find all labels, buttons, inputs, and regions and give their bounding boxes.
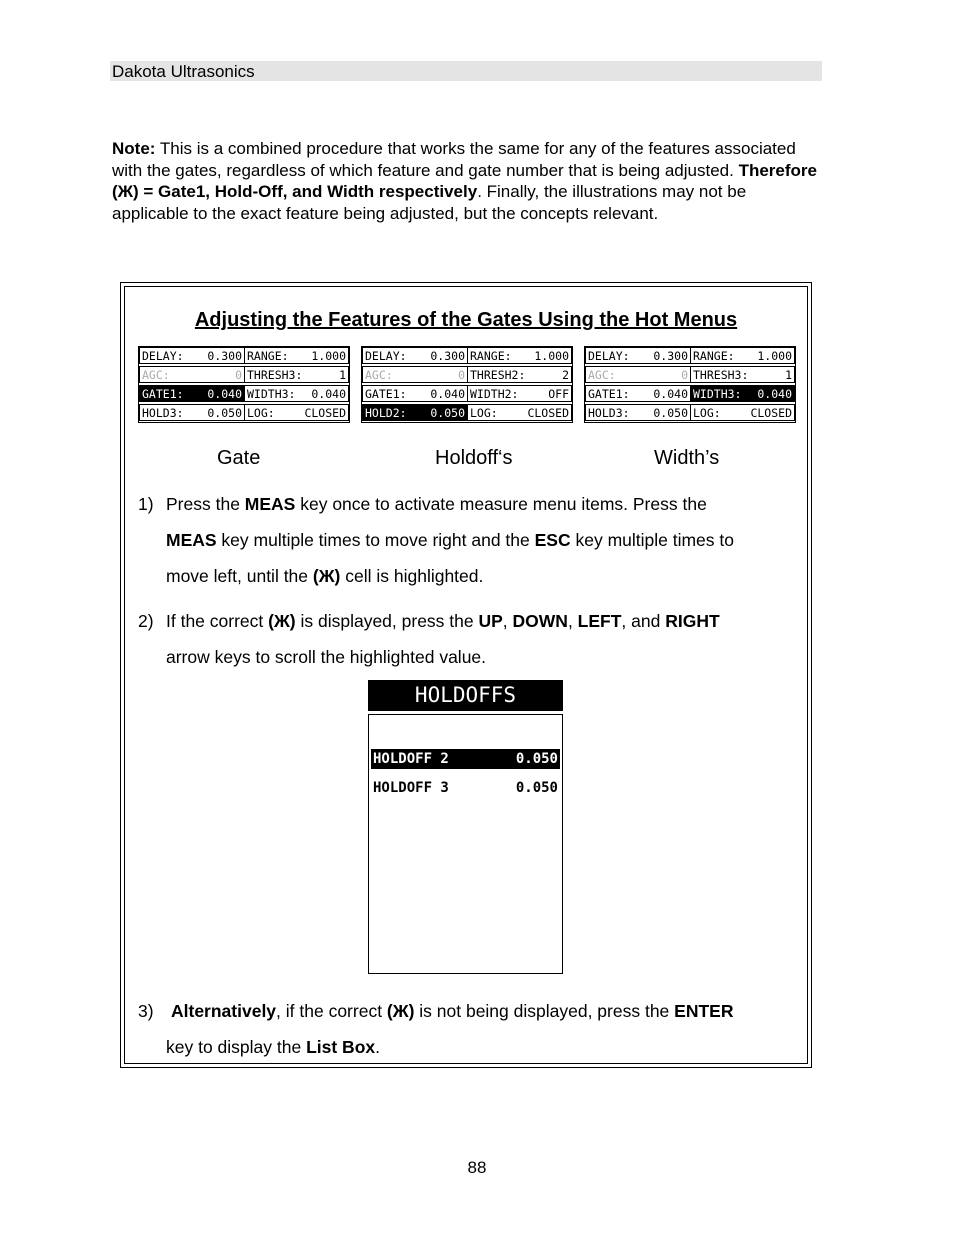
step-text: Alternatively, if the correct (Ж) is not being displayed, press the ENTER	[171, 1001, 734, 1021]
header-title: Dakota Ultrasonics	[112, 62, 255, 81]
step-text: If the correct (Ж) is displayed, press the UP, DOWN, LEFT, and RIGHT	[166, 611, 720, 631]
note-text-1: This is a combined procedure that works the same for any of the features associated with the gates, regardless of which feature and gate number that is being adjusted.	[112, 139, 796, 180]
lcd-cell: GATE1: 0.040	[585, 385, 691, 402]
step-number: 2)	[138, 611, 154, 631]
list-item-holdoff-3[interactable]: HOLDOFF 3 0.050	[373, 780, 558, 796]
lcd-screen-holdoff	[361, 346, 573, 423]
list-box-title: HOLDOFFS	[368, 680, 563, 711]
step-text: key to display the List Box.	[166, 1037, 380, 1057]
procedure-box	[120, 282, 812, 1068]
lcd-cell: DELAY: 0.300	[362, 347, 468, 364]
caption-gate: Gate	[217, 447, 261, 469]
caption-holdoff: Holdoff‘s	[435, 447, 513, 469]
list-item-holdoff-2[interactable]: HOLDOFF 2 0.050	[373, 751, 558, 767]
step-number: 3)	[138, 1001, 154, 1021]
lcd-screen-width	[584, 346, 796, 423]
step-text: move left, until the (Ж) cell is highlighted.	[166, 566, 484, 586]
lcd-cell: RANGE: 1.000	[244, 347, 349, 364]
lcd-cell: AGC: 0	[362, 366, 468, 383]
lcd-cell: THRESH2: 2	[467, 366, 572, 383]
lcd-cell: HOLD3: 0.050	[139, 404, 245, 421]
note-paragraph	[112, 138, 822, 225]
lcd-cell: AGC: 0	[585, 366, 691, 383]
lcd-cell: DELAY: 0.300	[585, 347, 691, 364]
lcd-cell: DELAY: 0.300	[139, 347, 245, 364]
lcd-cell: RANGE: 1.000	[467, 347, 572, 364]
step-text: MEAS key multiple times to move right and the ESC key multiple times to	[166, 530, 734, 550]
step-1	[138, 486, 778, 594]
lcd-cell: GATE1: 0.040	[362, 385, 468, 402]
holdoffs-list-box	[368, 680, 563, 973]
note-text-2: . Finally, the illustrations may not be applicable to the exact feature being adjusted, but the concepts relevant.	[112, 182, 747, 224]
lcd-cell-highlighted: GATE1: 0.040	[139, 385, 245, 402]
lcd-cell: LOG: CLOSED	[467, 404, 572, 421]
lcd-cell: AGC: 0	[139, 366, 245, 383]
lcd-screen-gate	[138, 346, 350, 423]
lcd-cell: RANGE: 1.000	[690, 347, 795, 364]
box-title: Adjusting the Features of the Gates Using the Hot Menus	[194, 309, 738, 331]
step-number: 1)	[138, 494, 154, 514]
note-bold-text: Therefore (Ж) = Gate1, Hold-Off, and Width respectively	[112, 160, 817, 202]
step-text: Press the MEAS key once to activate measure menu items. Press the	[166, 494, 707, 514]
lcd-cell: HOLD3: 0.050	[585, 404, 691, 421]
lcd-cell: THRESH3: 1	[690, 366, 795, 383]
procedure-box-inner	[124, 286, 808, 1064]
lcd-cell: WIDTH2: OFF	[467, 385, 572, 402]
lcd-cell: LOG: CLOSED	[244, 404, 349, 421]
lcd-cell: WIDTH3: 0.040	[244, 385, 349, 402]
page-number: 88	[467, 1158, 487, 1177]
lcd-cell-highlighted: HOLD2: 0.050	[362, 404, 468, 421]
header-bar	[110, 61, 822, 81]
note-label: Note:	[112, 139, 156, 158]
lcd-cell: LOG: CLOSED	[690, 404, 795, 421]
step-text: arrow keys to scroll the highlighted value.	[166, 647, 487, 667]
caption-width: Width’s	[654, 447, 720, 469]
step-3	[138, 993, 778, 1065]
step-2	[138, 603, 778, 675]
list-box-body	[368, 714, 563, 974]
lcd-cell: THRESH3: 1	[244, 366, 349, 383]
lcd-cell-highlighted: WIDTH3: 0.040	[690, 385, 795, 402]
